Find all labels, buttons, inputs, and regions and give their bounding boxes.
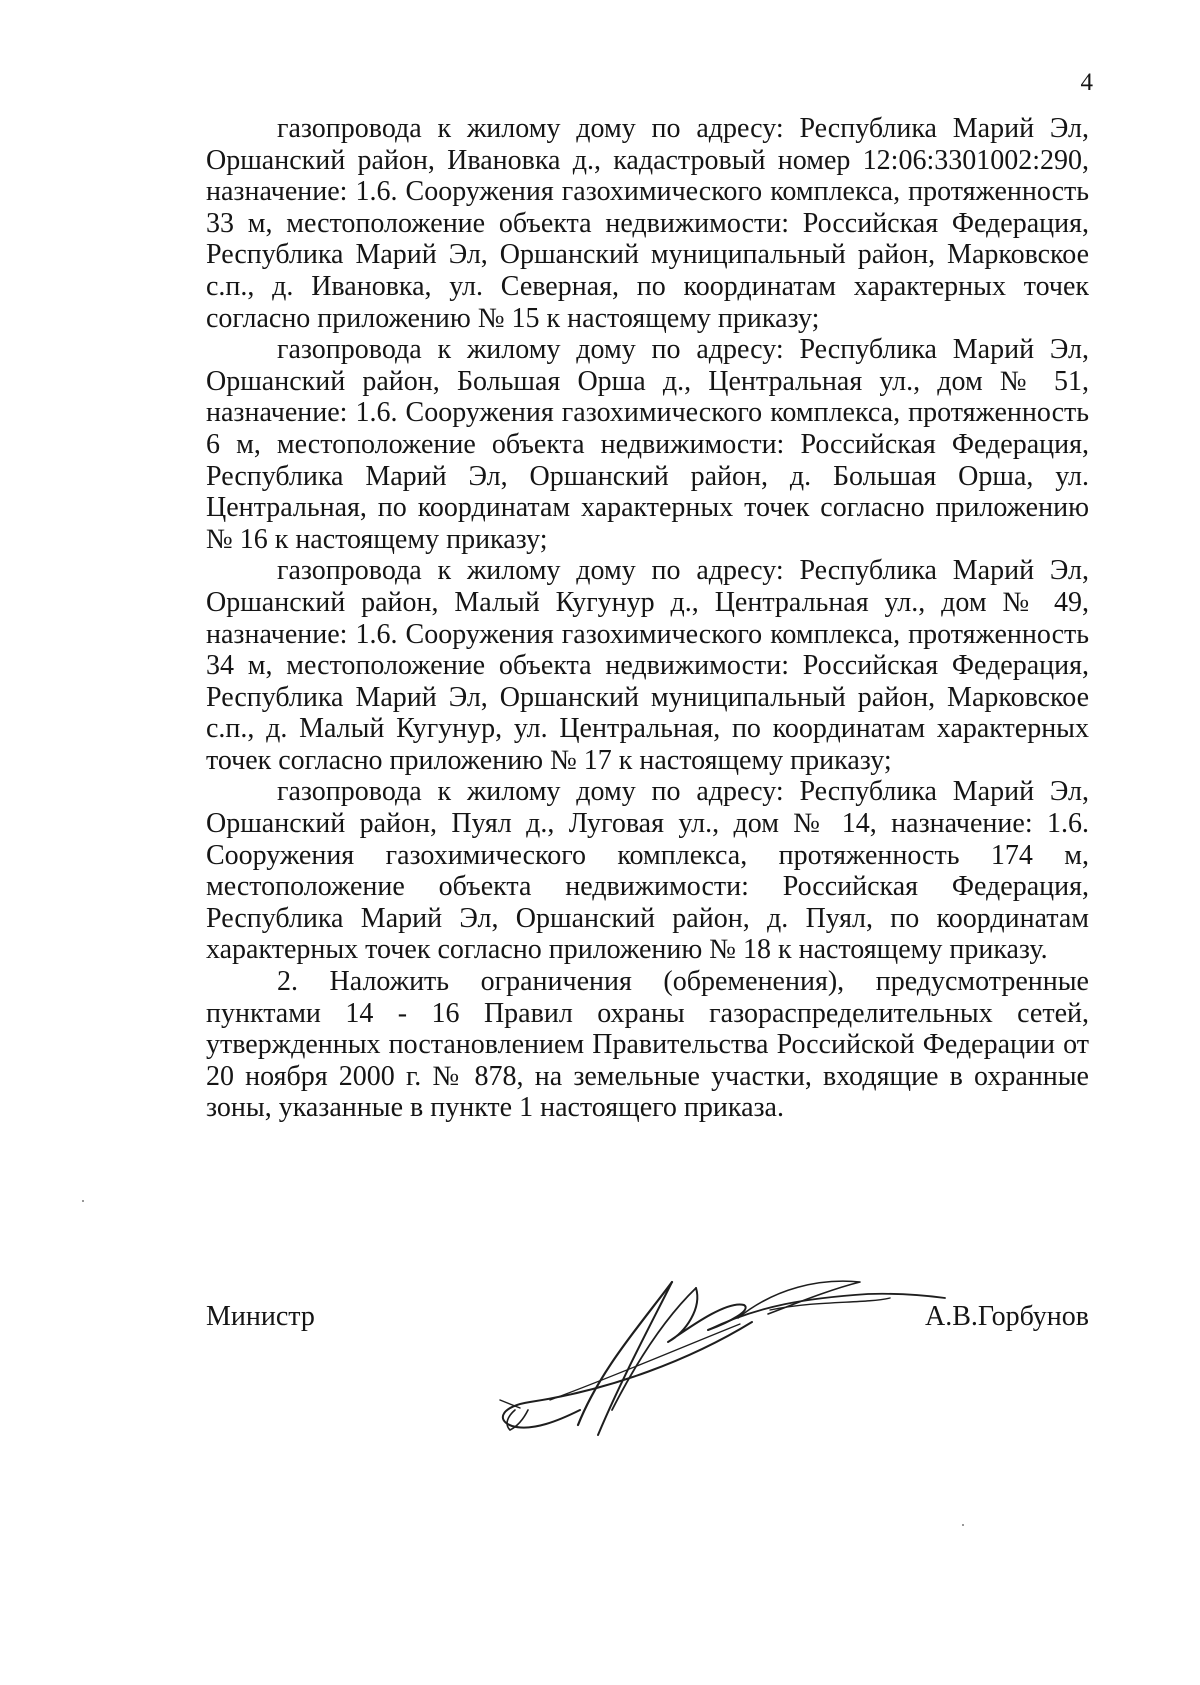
- handwritten-signature: [490, 1260, 960, 1445]
- scan-artifact-dot: [82, 1200, 84, 1202]
- page-number: 4: [1080, 69, 1093, 96]
- paragraph-gas-pipeline-ivanovka: газопровода к жилому дому по адресу: Республика Марий Эл, Оршанский район, Ивановка д., кадастровый номер 12:06:3301002:290, назначение: 1.6. Сооружения газохимического комплекса, протяженность 33 м, местоположение объекта недвижимости: Российская Федерация, Республика Марий Эл, Оршанский муниципальный район, Марковское с.п., д. Ивановка, ул. Северная, по координатам характерных точек согласно приложению № 15 к настоящему приказу;: [206, 113, 1089, 334]
- paragraph-gas-pipeline-puyal: газопровода к жилому дому по адресу: Республика Марий Эл, Оршанский район, Пуял д., Луговая ул., дом № 14, назначение: 1.6. Сооружения газохимического комплекса, протяженность 174 м, местоположение объекта недвижимости: Российская Федерация, Республика Марий Эл, Оршанский район, д. Пуял, по координатам характерных точек согласно приложению № 18 к настоящему приказу.: [206, 776, 1089, 966]
- signatory-position: Министр: [206, 1301, 315, 1332]
- paragraph-gas-pipeline-bolshaya-orsha: газопровода к жилому дому по адресу: Республика Марий Эл, Оршанский район, Большая Орша д., Центральная ул., дом № 51, назначение: 1.6. Сооружения газохимического комплекса, протяженность 6 м, местоположение объекта недвижимости: Российская Федерация, Республика Марий Эл, Оршанский район, д. Большая Орша, ул. Центральная, по координатам характерных точек согласно приложению № 16 к настоящему приказу;: [206, 334, 1089, 555]
- document-body: [206, 113, 1089, 1124]
- signatory-name: А.В.Горбунов: [924, 1301, 1089, 1332]
- scan-artifact-dot: [962, 1524, 964, 1526]
- paragraph-restrictions: 2. Наложить ограничения (обременения), предусмотренные пунктами 14 - 16 Правил охраны газораспределительных сетей, утвержденных постановлением Правительства Российской Федерации от 20 ноября 2000 г. № 878, на земельные участки, входящие в охранные зоны, указанные в пункте 1 настоящего приказа.: [206, 966, 1089, 1124]
- paragraph-gas-pipeline-maly-kugunur: газопровода к жилому дому по адресу: Республика Марий Эл, Оршанский район, Малый Кугунур д., Центральная ул., дом № 49, назначение: 1.6. Сооружения газохимического комплекса, протяженность 34 м, местоположение объекта недвижимости: Российская Федерация, Республика Марий Эл, Оршанский муниципальный район, Марковское с.п., д. Малый Кугунур, ул. Центральная, по координатам характерных точек согласно приложению № 17 к настоящему приказу;: [206, 555, 1089, 776]
